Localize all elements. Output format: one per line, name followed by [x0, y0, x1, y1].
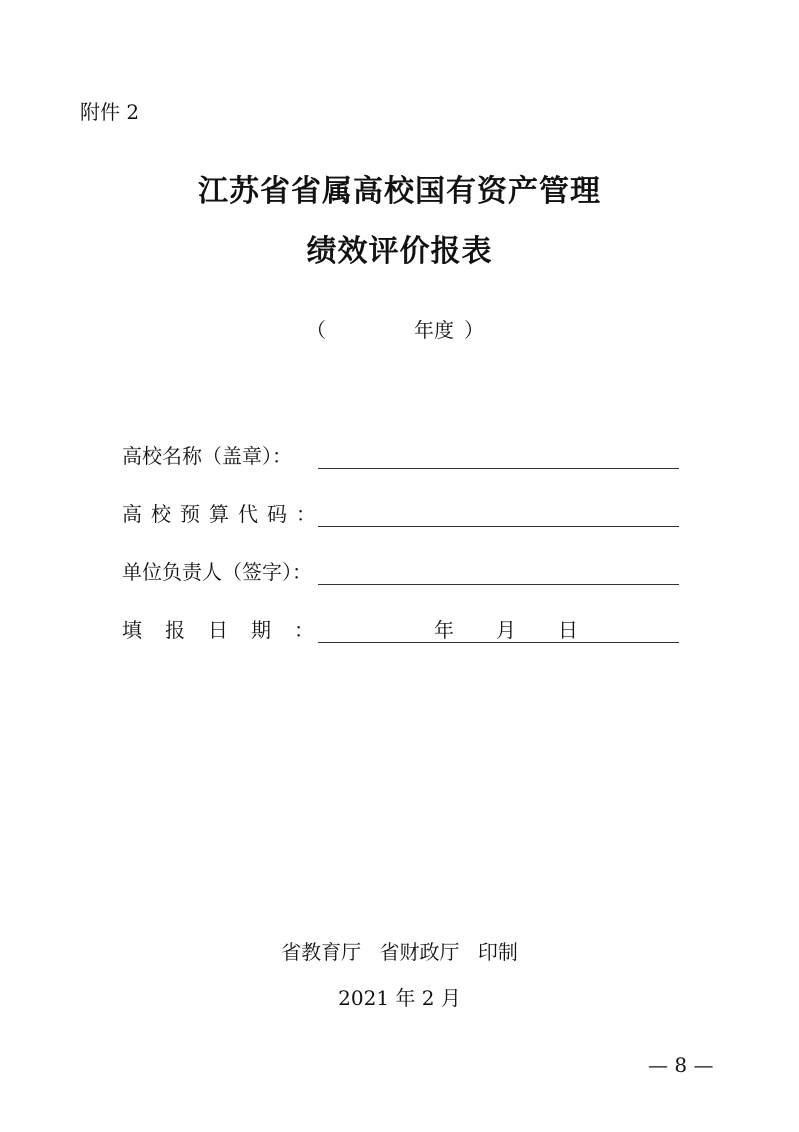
- footer-publisher: 省教育厅 省财政厅 印制: [281, 940, 518, 964]
- year-paren-open: （: [306, 318, 326, 342]
- year-paren-close: ）: [464, 318, 484, 342]
- field-label: 填报日期：: [122, 618, 337, 642]
- budget-code-input-line[interactable]: [318, 526, 679, 527]
- page-number: — 8 —: [648, 1053, 714, 1077]
- field-responsible-person: [122, 554, 679, 590]
- date-year-label: 年: [434, 618, 454, 642]
- year-label: 年度: [414, 318, 454, 342]
- field-label: 高校预算代码：: [122, 502, 325, 526]
- title-line-1: 江苏省省属高校国有资产管理: [198, 174, 601, 209]
- attachment-label: 附件 2: [80, 100, 140, 124]
- responsible-person-input-line[interactable]: [318, 584, 679, 585]
- field-school-name: [122, 438, 679, 474]
- field-label: 高校名称（盖章）：: [122, 444, 292, 468]
- field-label: 单位负责人（签字）：: [122, 560, 312, 584]
- field-budget-code: [122, 496, 679, 532]
- date-month-label: 月: [496, 618, 516, 642]
- field-fill-date: [122, 612, 679, 648]
- footer-date: 2021 年 2 月: [338, 986, 461, 1010]
- title-line-2: 绩效评价报表: [306, 234, 493, 269]
- date-day-label: 日: [558, 618, 578, 642]
- school-name-input-line[interactable]: [318, 468, 679, 469]
